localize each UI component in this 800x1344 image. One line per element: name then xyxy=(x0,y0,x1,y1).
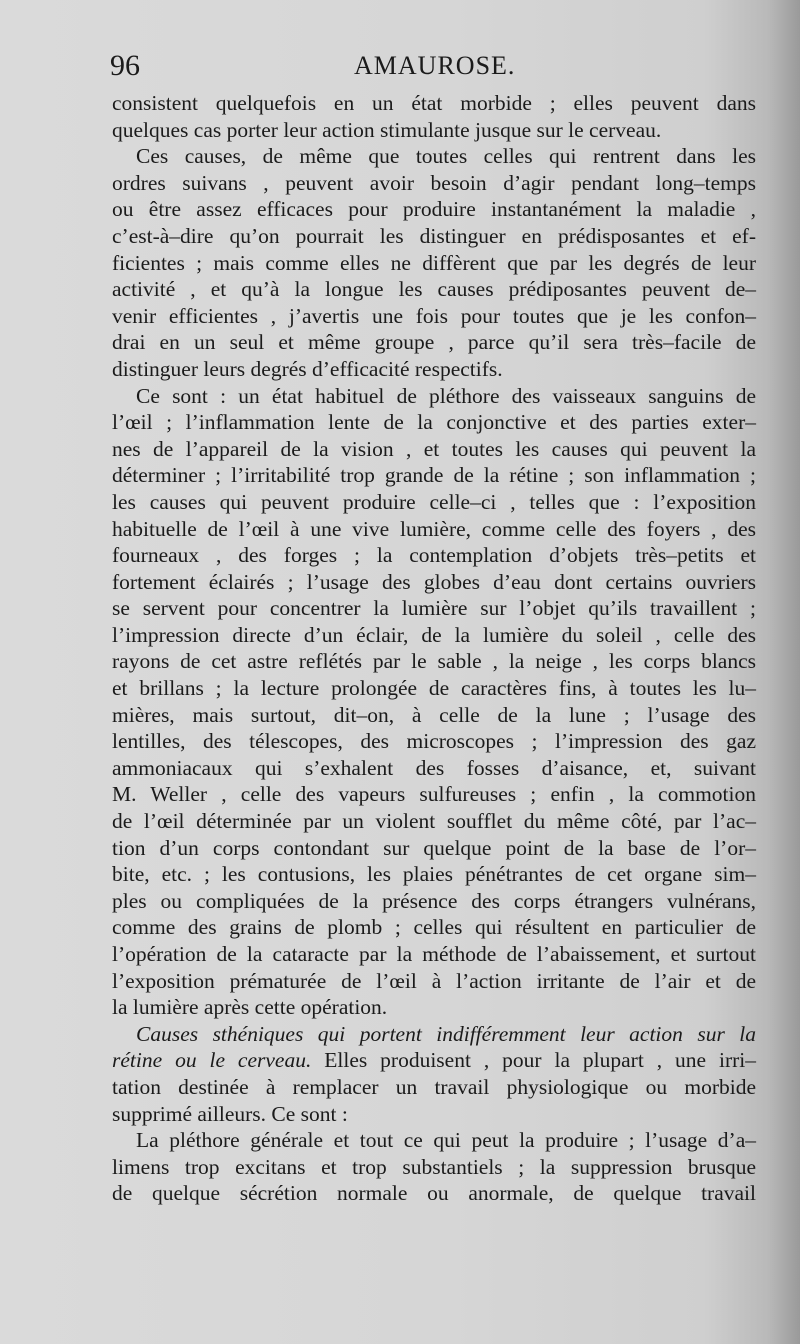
text-line: activité , et qu’à la longue les causes prédiposantes peuvent de– xyxy=(112,277,756,302)
text-line: déterminer ; l’irritabilité trop grande de la rétine ; son inflammation ; xyxy=(112,463,756,488)
text-line: se servent pour concentrer la lumière sur l’objet qu’ils travaillent ; xyxy=(112,596,756,621)
text-line: nes de l’appareil de la vision , et toutes les causes qui peuvent la xyxy=(112,436,756,461)
text-line: ou être assez efficaces pour produire instantanément la maladie , xyxy=(112,197,756,222)
body-text xyxy=(112,90,756,1207)
text-line: tion d’un corps contondant sur quelque point de la base de l’or– xyxy=(112,835,756,860)
text-line: l’œil ; l’inflammation lente de la conjonctive et des parties exter– xyxy=(112,410,756,435)
text-line: c’est-à–dire qu’on pourrait les distinguer en prédisposantes et ef- xyxy=(112,223,756,248)
text-line: supprimé ailleurs. Ce sont : xyxy=(112,1101,348,1126)
running-title: AMAUROSE. xyxy=(354,51,516,80)
text-line: ples ou compliquées de la présence des corps étrangers vulnérans, xyxy=(112,888,756,913)
text-line: l’opération de la cataracte par la méthode de l’abaissement, et surtout xyxy=(112,942,756,966)
page-number: 96 xyxy=(110,49,140,82)
text-line: drai en un seul et même groupe , parce qu’il sera très–facile de xyxy=(112,330,756,355)
section-heading-italic: Causes sthéniques qui portent indifféremment leur action sur la xyxy=(136,1021,756,1046)
text-line: la lumière après cette opération. xyxy=(112,995,388,1020)
section-heading-line xyxy=(112,1047,756,1074)
text-line: ficientes ; mais comme elles ne diffèrent que par les degrés de leur xyxy=(112,250,756,275)
text-line: tation destinée à remplacer un travail physiologique ou morbide xyxy=(112,1074,756,1099)
text-line: de l’œil déterminée par un violent soufflet du même côté, par l’ac– xyxy=(112,809,756,834)
text-line: mières, mais surtout, dit–on, à celle de la lune ; l’usage des xyxy=(112,702,756,727)
text-line: Ce sont : un état habituel de pléthore des vaisseaux sanguins de xyxy=(136,383,756,408)
text-line: comme des grains de plomb ; celles qui résultent en particulier de xyxy=(112,915,756,940)
text-line: limens trop excitans et trop substantiels ; la suppression brusque xyxy=(112,1154,756,1179)
text-line: venir efficientes , j’avertis une fois pour toutes que je les confon– xyxy=(112,303,756,328)
section-heading-line xyxy=(112,1021,756,1048)
text-line: quelques cas porter leur action stimulante jusque sur le cerveau. xyxy=(112,117,662,142)
text-line: La pléthore générale et tout ce qui peut la produire ; l’usage d’a– xyxy=(136,1128,756,1153)
text-line: fortement éclairés ; l’usage des globes d’eau dont certains ouvriers xyxy=(112,569,756,594)
text-line: lentilles, des télescopes, des microscopes ; l’impression des gaz xyxy=(112,729,756,754)
text-fragment: Elles produisent , pour la plupart , une irri– xyxy=(311,1048,757,1073)
text-line: bite, etc. ; les contusions, les plaies pénétrantes de cet organe sim– xyxy=(112,862,756,887)
text-line: les causes qui peuvent produire celle–ci , telles que : l’exposition xyxy=(112,489,756,514)
text-line: distinguer leurs degrés d’efficacité respectifs. xyxy=(112,356,503,381)
text-line: de quelque sécrétion normale ou anormale, de quelque travail xyxy=(112,1181,756,1206)
text-line: rayons de cet astre reflétés par le sable , la neige , les corps blancs xyxy=(112,649,756,674)
text-line: fourneaux , des forges ; la contemplation d’objets très–petits et xyxy=(112,543,756,568)
text-line: consistent quelquefois en un état morbide ; elles peuvent dans xyxy=(112,91,756,115)
text-line: ammoniacaux qui s’exhalent des fosses d’aisance, et, suivant xyxy=(112,755,756,780)
text-line: l’exposition prématurée de l’œil à l’action irritante de l’air et de xyxy=(112,968,756,993)
page-header xyxy=(110,46,760,86)
text-line: Ces causes, de même que toutes celles qui rentrent dans les xyxy=(136,144,756,169)
text-line: M. Weller , celle des vapeurs sulfureuses ; enfin , la commotion xyxy=(112,782,756,807)
section-heading-italic-cont: rétine ou le cerveau. xyxy=(112,1048,312,1073)
text-line: habituelle de l’œil à une vive lumière, comme celle des foyers , des xyxy=(112,516,756,541)
text-line: l’impression directe d’un éclair, de la lumière du soleil , celle des xyxy=(112,622,756,647)
text-line: ordres suivans , peuvent avoir besoin d’agir pendant long–temps xyxy=(112,170,756,195)
text-line: et brillans ; la lecture prolongée de caractères fins, à toutes les lu– xyxy=(112,676,756,701)
